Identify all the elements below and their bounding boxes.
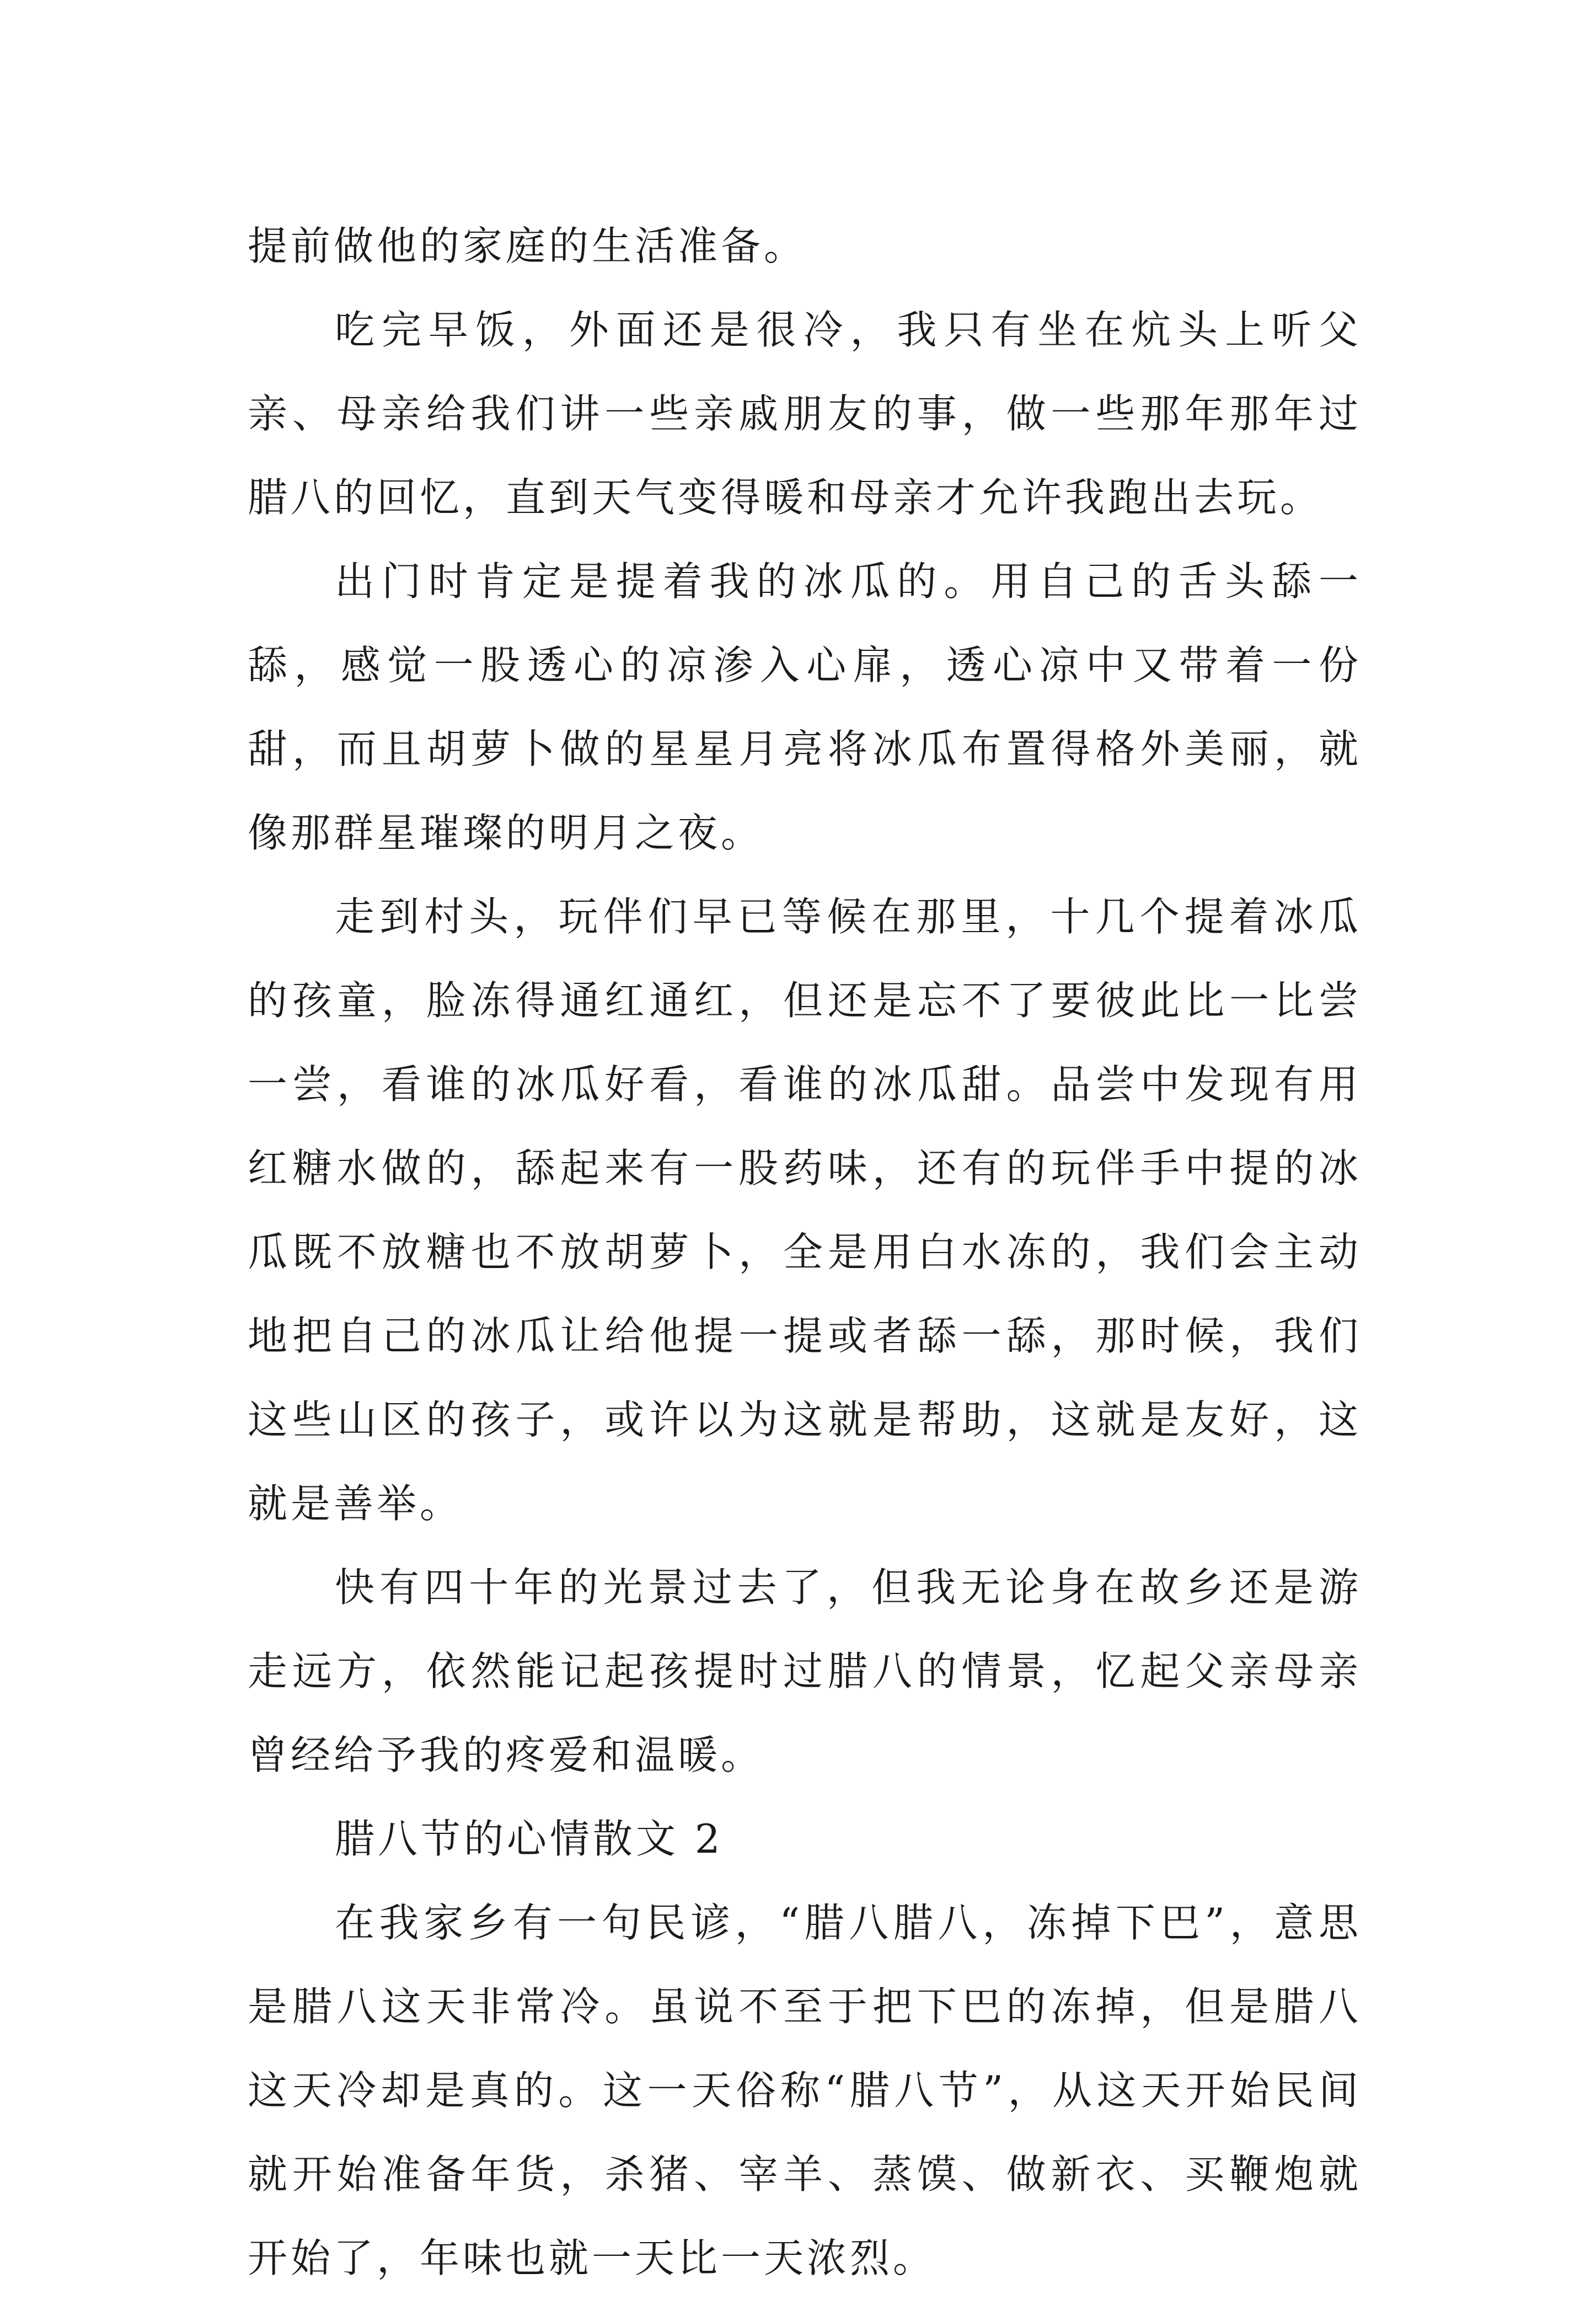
paragraph-continued: 提前做他的家庭的生活准备。: [248, 223, 807, 269]
paragraph: 出门时肯定是提着我的冰瓜的。用自己的舌头舔一舔，感觉一股透心的凉渗入心扉，透心凉中又带着一份甜，而且胡萝卜做的星星月亮将冰瓜布置得格外美丽，就像那群星璀璨的明月之夜。: [248, 558, 1362, 856]
paragraph: 走到村头，玩伴们早已等候在那里，十几个提着冰瓜的孩童，脸冻得通红通红，但还是忘不了要彼此比一比尝一尝，看谁的冰瓜好看，看谁的冰瓜甜。品尝中发现有用红糖水做的，舔起来有一股药味，还有的玩伴手中提的冰瓜既不放糖也不放胡萝卜，全是用白水冻的，我们会主动地把自己的冰瓜让给他提一提或者舔一舔，那时候，我们这些山区的孩子，或许以为这就是帮助，这就是友好，这就是善举。: [248, 894, 1362, 1527]
paragraph: 在我家乡有一句民谚，“腊八腊八，冻掉下巴”，意思是腊八这天非常冷。虽说不至于把下巴的冻掉，但是腊八这天冷却是真的。这一天俗称“腊八节”，从这天开始民间就开始准备年货，杀猪、宰羊、蒸馍、做新衣、买鞭炮就开始了，年味也就一天比一天浓烈。: [248, 1900, 1362, 2281]
document-body: [248, 204, 1362, 2300]
section-heading: 腊八节的心情散文 2: [335, 1816, 724, 1862]
paragraph: 吃完早饭，外面还是很冷，我只有坐在炕头上听父亲、母亲给我们讲一些亲戚朋友的事，做一些那年那年过腊八的回忆，直到天气变得暖和母亲才允许我跑出去玩。: [248, 307, 1362, 521]
paragraph: 快有四十年的光景过去了，但我无论身在故乡还是游走远方，依然能记起孩提时过腊八的情景，忆起父亲母亲曾经给予我的疼爱和温暖。: [248, 1564, 1362, 1778]
